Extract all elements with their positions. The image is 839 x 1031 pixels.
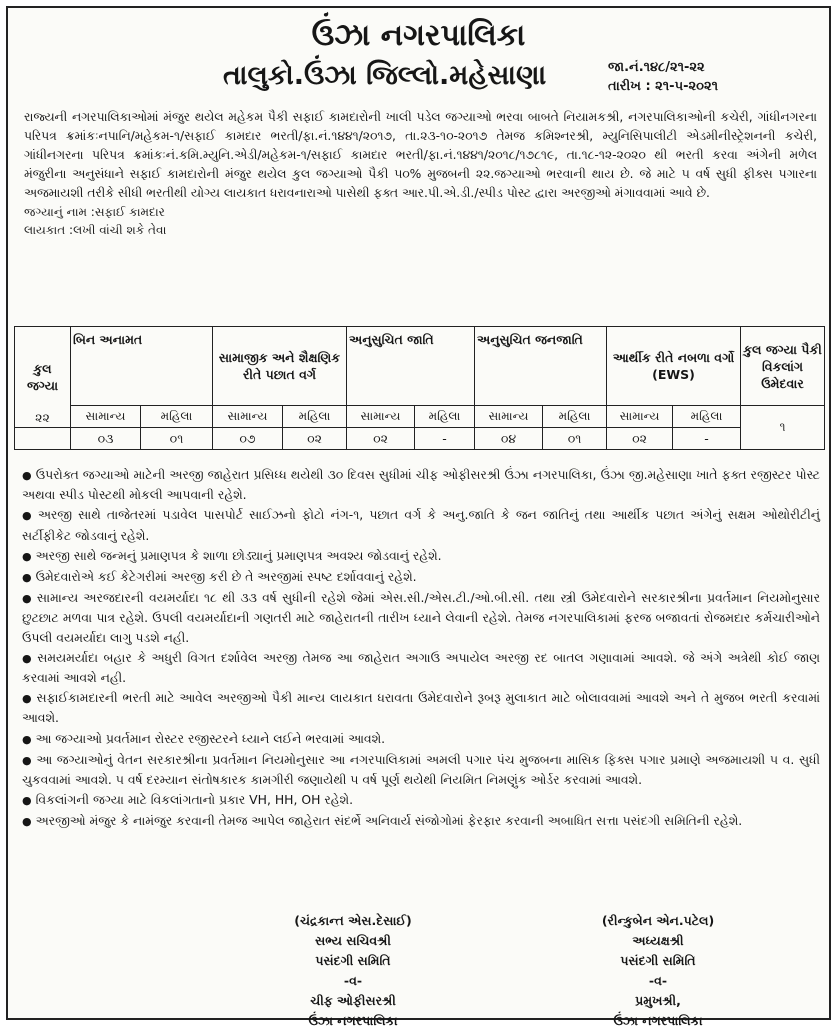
- bullet-icon: ●: [22, 794, 32, 808]
- term-item: [22, 688, 820, 727]
- intro-paragraph: રાજ્યની નગરપાલિકાઓમાં મંજુર થયેલ મહેકમ પૈકી સફાઈ કામદારોની ખાલી પડેલ જગ્યાઓ ભરવા બાબતે નિયામકશ્રી, નગરપાલિકાઓની કચેરી, ગાંધીનગરના પરિપત્ર ક્રમાંકઃનપાનિ/મહેકમ-૧/સફાઈ કામદાર ભરતી/ફા.નં.૧૪૪૧/૨૦૧૭, તા.૨૩-૧૦-૨૦૧૭ તેમજ કમિશ્નરશ્રી, મ્યુનિસિપાલીટી એડમીનીસ્ટ્રેશનની કચેરી, ગાંધીનગરના પરિપત્ર ક્રમાંકઃનં.કમિ.મ્યુનિ.એડી/મહેકમ-૧/સફાઈ કામદાર ભરતી/ફા.નં.૧૪૪૧/૨૦૧૮/૧૭૮૧૯, તા.૧૮-૧૨-૨૦૨૦ થી ભરતી કરવા અંગેની મળેલ મંજુરીના અનુસંધાને સફાઈ કામદારોની મંજુર થયેલ કુલ જગ્યાઓ પૈકી ૫૦% મુજબની ૨૨.જગ્યાઓ ભરવાની થાય છે. જે માટે ૫ વર્ષ સુધી ફીક્સ પગારના અજમાયશી તરીકે સીધી ભરતીથી યોગ્ય લાયકાત ધરાવનારાઓ પાસેથી ફક્ત આર.પી.એ.ડી./સ્પીડ પોસ્ટ દ્વારા અરજીઓ મંગાવવામાં આવે છે.: [24, 110, 817, 200]
- subheader-general: સામાન્ય: [213, 406, 283, 428]
- table-header-row: [15, 327, 825, 406]
- signatory-org: ઉંઝા નગરપાલિકા: [613, 1013, 703, 1028]
- subtitle-row: [8, 54, 829, 100]
- bullet-icon: ●: [22, 651, 34, 665]
- subheader-female: મહિલા: [673, 406, 741, 428]
- signature-right: [513, 911, 803, 1031]
- term-text: ઉપરોક્ત જગ્યાઓ માટેની અરજી જાહેરાત પ્રસિધ્ધ થયેથી ૩૦ દિવસ સુધીમાં ચીફ ઓફીસરશ્રી ઉંઝા નગરપાલિકા, ઉંઝા જી.મહેસાણા ખાતે ફક્ત રજીસ્ટર પોસ્ટ અથવા સ્પીડ પોસ્ટથી મોકલી આપવાની રહેશે.: [22, 467, 820, 503]
- signatory-name: (રીન્કુબેન એન.પટેલ): [601, 913, 715, 928]
- advertisement-page: [6, 6, 831, 1028]
- count-cell: -: [415, 428, 475, 450]
- term-text: સફાઈકામદારની ભરતી માટે આવેલ અરજીઓ પૈકી માન્ય લાયકાત ધરાવતા ઉમેદવારોને રૂબરૂ મુલાકાત માટે બોલાવવામાં આવશે અને તે મુજબ ભરતી કરવામાં આવશે.: [22, 690, 820, 726]
- bullet-icon: ●: [22, 549, 32, 563]
- term-item: [22, 790, 820, 810]
- term-text: સામાન્ય અરજદારની વયમર્યાદા ૧૮ થી ૩૩ વર્ષ સુધીની રહેશે જેમાં એસ.સી./એસ.ટી./ઓ.બી.સી. તથા સ્ત્રી ઉમેદવારોને સરકારશ્રીના પ્રવર્તમાન નિયમોનુસાર છુટછાટ મળવા પાત્ર રહેશે. ઉપલી વયમર્યાદાની ગણતરી માટે જાહેરાતની તારીખ ધ્યાને લેવાની રહેશે. તેમજ નગરપાલિકામાં ફરજ બજાવતાં રોજમદાર કર્મચારીઓને ઉપલી વયમર્યાદા લાગુ પડશે નહી.: [22, 590, 820, 645]
- signatory-name: (ચંદ્રકાન્ત એસ.દેસાઈ): [294, 913, 412, 928]
- term-text: અરજી સાથે તાજેતરમાં પડાવેલ પાસપોર્ટ સાઈઝનો ફોટો નંગ-૧, પછાત વર્ગ કે અનુ.જાતિ કે જન જાતિનું તથા આર્થીક પછાત અંગેનું સક્ષમ ઓથોરીટીનું સર્ટીફીકેટ જોડવાનું રહેશે.: [22, 507, 820, 543]
- term-text: સમયમર્યાદા બહાર કે અધુરી વિગત દર્શાવેલ અરજી તેમજ આ જાહેરાત અગાઉ અપાયેલ અરજી રદ બાતલ ગણાવામાં આવશે. જે અંગે અત્રેથી કોઈ જાણ કરવામાં આવશે નહી.: [22, 649, 820, 686]
- bullet-icon: ●: [22, 509, 34, 523]
- vacancy-table: [14, 326, 825, 450]
- term-item: [22, 567, 820, 587]
- signatory-separator: -વ-: [343, 973, 363, 988]
- term-text: આ જગ્યાઓ પ્રવર્તમાન રોસ્ટર રજીસ્ટરને ધ્યાને લઈને ભરવામાં આવશે.: [35, 730, 386, 746]
- signatory-committee: પસંદગી સમિતિ: [620, 953, 696, 968]
- signatory-office: પ્રમુખશ્રી,: [635, 993, 681, 1008]
- term-item: [22, 505, 820, 544]
- count-cell: ૦૧: [543, 428, 607, 450]
- count-cell: ૦૭: [213, 428, 283, 450]
- page-subtitle: તાલુકો.ઉંઝા જિલ્લો.મહેસાણા: [223, 60, 547, 91]
- subheader-general: સામાન્ય: [347, 406, 415, 428]
- bullet-icon: ●: [22, 571, 32, 585]
- count-cell: ૦૨: [283, 428, 347, 450]
- subheader-female: મહિલા: [141, 406, 213, 428]
- subheader-female: મહિલા: [415, 406, 475, 428]
- term-item: [22, 811, 820, 831]
- header-ews: [607, 327, 741, 406]
- table-count-row: [15, 428, 825, 450]
- term-item: [22, 588, 820, 647]
- term-text: અરજી સાથે જન્મનું પ્રમાણપત્ર કે શાળા છોડ્યાનું પ્રમાણપત્ર અવશ્ય જોડવાનું રહેશે.: [35, 547, 442, 563]
- reference-date: તારીખ : ૨૧-૫-૨૦૨૧: [608, 79, 718, 94]
- term-item: [22, 546, 820, 566]
- count-cell: -: [673, 428, 741, 450]
- header-ews-label: આર્થીક રીતે નબળા વર્ગો: [612, 350, 735, 365]
- term-text: આ જગ્યાઓનું વેતન સરકારશ્રીના પ્રવર્તમાન નિયમોનુસાર આ નગરપાલિકામાં અમલી પગાર પંચ મુજબના માસિક ફિક્સ પગાર પ્રમાણે અજમાયશી ૫ વ. સુધી ચુકવવામાં આવશે. ૫ વર્ષ દરમ્યાન સંતોષકારક કામગીરી જણાયેથી ૫ વર્ષ પૂર્ણ થયેથી નિયમિત નિમણુંક ઓર્ડર કરવામાં આવશે.: [22, 751, 820, 788]
- term-text: ઉમેદવારોએ કઈ કેટેગરીમાં અરજી કરી છે તે અરજીમાં સ્પષ્ટ દર્શાવવાનું રહેશે.: [35, 569, 417, 585]
- term-text: વિકલાંગની જગ્યા માટે વિકલાંગતાનો પ્રકાર VH, HH, OH રહેશે.: [35, 792, 354, 808]
- count-cell: ૦૧: [141, 428, 213, 450]
- subheader-general: સામાન્ય: [475, 406, 543, 428]
- header-unreserved: બિન અનામત: [71, 327, 213, 406]
- signatory-role: સભ્ય સચિવશ્રી: [315, 933, 391, 948]
- header-sc: અનુસુચિત જાતિ: [347, 327, 475, 406]
- subheader-general: સામાન્ય: [71, 406, 141, 428]
- signatory-org: ઉંઝા નગરપાલિકા: [308, 1013, 398, 1028]
- signatory-committee: પસંદગી સમિતિ: [315, 953, 391, 968]
- terms-list: [22, 465, 820, 833]
- term-text: અરજીઓ મંજુર કે નામંજુર કરવાની તેમજ આપેલ જાહેરાત સંદર્ભે અનિવાર્ય સંજોગોમાં ફેરફાર કરવાની અબાધિત સત્તા પસંદગી સમિતિની રહેશે.: [35, 813, 743, 829]
- count-cell: ૦૪: [475, 428, 543, 450]
- subheader-female: મહિલા: [543, 406, 607, 428]
- signatory-separator: -વ-: [648, 973, 668, 988]
- subheader-female: મહિલા: [283, 406, 347, 428]
- reference-block: [608, 58, 718, 96]
- bullet-icon: ●: [22, 692, 33, 706]
- header-ews-abbr: (EWS): [652, 367, 695, 382]
- term-item: [22, 750, 820, 789]
- subheader-general: સામાન્ય: [607, 406, 673, 428]
- header-sebc: સામાજીક અને શૈક્ષણિક રીતે પછાત વર્ગ: [213, 327, 347, 406]
- term-item: [22, 729, 820, 749]
- reference-number: જા.નં.૧૪૮/૨૧-૨૨: [608, 60, 705, 75]
- count-cell: ૦૨: [607, 428, 673, 450]
- header-st: અનુસુચિત જનજાતિ: [475, 327, 607, 406]
- table-subheader-row: [15, 406, 825, 428]
- total-count: ૨૨: [15, 407, 71, 429]
- bullet-icon: ●: [22, 469, 32, 482]
- page-title: ઉંઝા નગરપાલિકા: [311, 18, 526, 53]
- term-item: [22, 465, 820, 504]
- bullet-icon: ●: [22, 732, 32, 746]
- signature-left: [208, 911, 498, 1031]
- qualification: લાયકાત :લખી વાંચી શકે તેવા: [24, 223, 167, 237]
- header-total-label: કુલ જગ્યા: [26, 361, 59, 393]
- header-disabled: કુલ જગ્યા પૈકી વિકલાંગ ઉમેદવાર: [741, 327, 825, 406]
- bullet-icon: ●: [22, 815, 32, 829]
- term-item: [22, 648, 820, 687]
- bullet-icon: ●: [22, 753, 33, 767]
- post-name: જગ્યાનું નામ :સફાઈ કામદાર: [24, 205, 165, 219]
- bullet-icon: ●: [22, 592, 33, 606]
- signatory-office: ચીફ ઓફીસરશ્રી: [310, 993, 396, 1008]
- count-cell: ૦૨: [347, 428, 415, 450]
- signatory-role: અધ્યક્ષશ્રી: [632, 933, 684, 948]
- disabled-count: ૧: [741, 406, 825, 450]
- count-cell: ૦૩: [71, 428, 141, 450]
